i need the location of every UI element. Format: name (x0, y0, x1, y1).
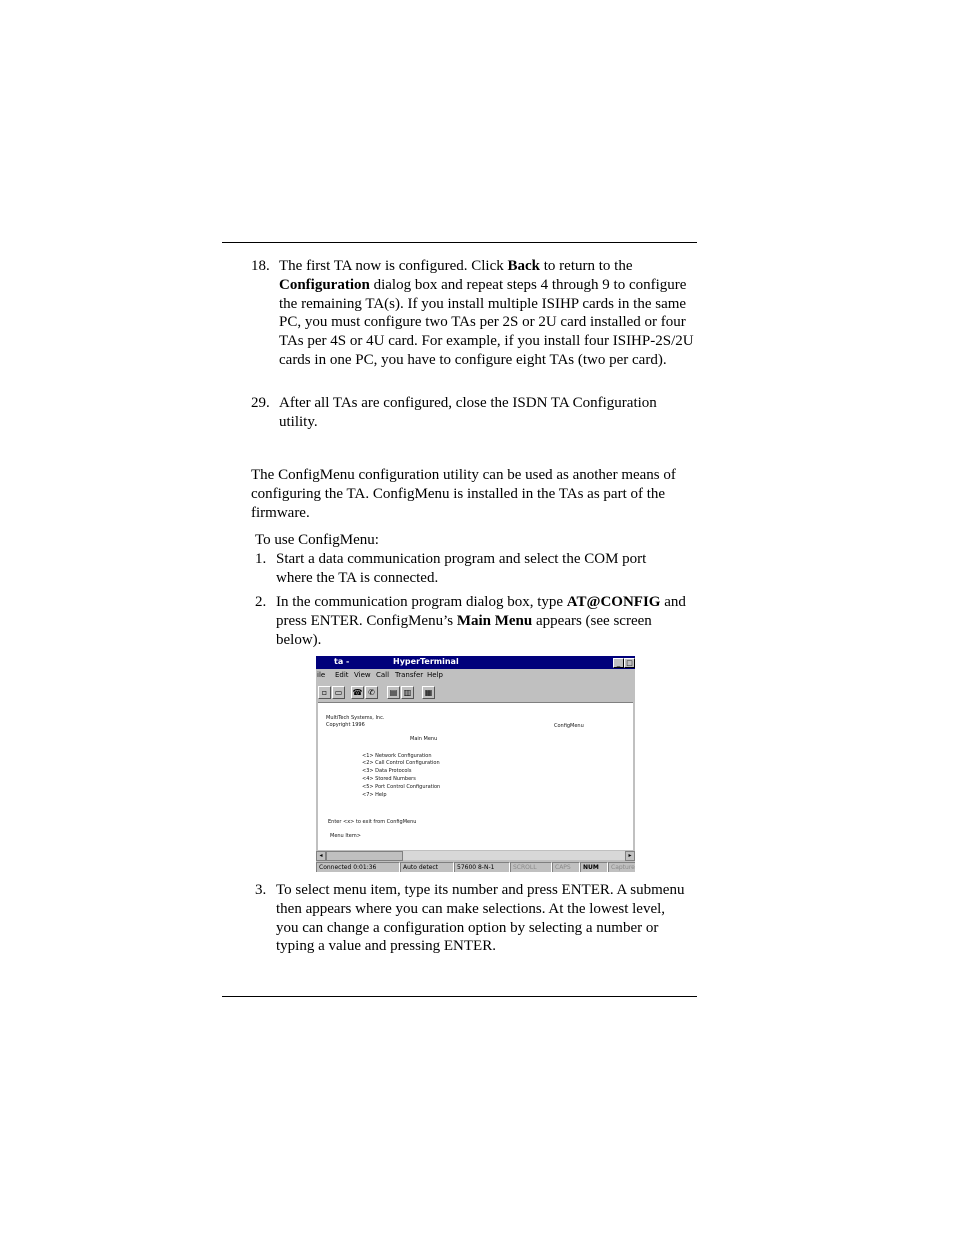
new-icon[interactable]: ▫ (318, 686, 331, 699)
configmenu-label: ConfigMenu (554, 723, 584, 729)
terminal-screen[interactable] (318, 702, 633, 850)
menu-edit[interactable]: Edit (335, 671, 349, 679)
maximize-icon[interactable]: □ (624, 658, 635, 668)
step-text: In the communication program dialog box, type AT@CONFIG and press ENTER. ConfigMenu’s Main Menu appears (see screen below). (276, 594, 686, 648)
disconnect-icon[interactable]: ✆ (365, 686, 378, 699)
scroll-right-icon[interactable]: ▸ (625, 851, 635, 861)
menu-prompt: Menu Item> (330, 833, 361, 839)
menu-option-1: <1> Network Configuration (362, 753, 432, 759)
status-caps: CAPS (552, 862, 580, 872)
status-bar (316, 861, 635, 872)
intro-paragraph: The ConfigMenu configuration utility can be used as another means of configuring the TA. ConfigMenu is installed in the TAs as part of the firmware. (251, 467, 676, 521)
menu-transfer[interactable]: Transfer (395, 671, 424, 679)
status-baud: 57600 8-N-1 (454, 862, 510, 872)
open-icon[interactable]: ▭ (332, 686, 345, 699)
send-icon[interactable]: ▤ (387, 686, 400, 699)
copyright-line: Copyright 1996 (326, 722, 365, 728)
hyperterminal-window (316, 656, 635, 872)
menu-view[interactable]: View (354, 671, 371, 679)
status-scroll: SCROLL (510, 862, 552, 872)
menu-call[interactable]: Call (376, 671, 390, 679)
horizontal-scrollbar[interactable] (316, 851, 635, 860)
minimize-icon[interactable]: _ (613, 658, 624, 668)
step-number: 3. (255, 882, 267, 898)
main-menu-keyword: Main Menu (456, 612, 533, 629)
at-config-command: AT@CONFIG (566, 594, 661, 610)
step-text: To select menu item, type its number and press ENTER. A submenu then appears where you can make selections. At the lowest level, you can change a configuration option by selecting a number or typing a value and pressing ENTER. (276, 882, 685, 955)
status-connected: Connected 0:01:36 (316, 862, 400, 872)
app-title: HyperTerminal (393, 657, 459, 666)
window-title: ta - (334, 657, 350, 666)
step-number: 1. (255, 551, 267, 567)
configuration-keyword: Configuration (279, 276, 370, 293)
properties-icon[interactable]: ▦ (422, 686, 435, 699)
step-text: Start a data communication program and select the COM port where the TA is connected. (276, 551, 647, 586)
receive-icon[interactable]: ▥ (401, 686, 414, 699)
status-num: NUM (580, 862, 608, 872)
status-detect: Auto detect (400, 862, 454, 872)
to-use-label: To use ConfigMenu: (255, 532, 379, 548)
main-menu-heading: Main Menu (410, 736, 438, 742)
step-text: After all TAs are configured, close the ISDN TA Configuration utility. (279, 395, 657, 430)
step-number: 2. (255, 594, 267, 610)
connect-icon[interactable]: ☎ (352, 688, 363, 697)
step-number: 29. (251, 395, 270, 411)
step-number: 18. (251, 258, 270, 274)
exit-hint: Enter <x> to exit from ConfigMenu (328, 819, 417, 825)
bottom-rule (222, 996, 697, 997)
company-line: MultiTech Systems, Inc. (326, 715, 385, 721)
step-text: The first TA now is configured. Click Back to return to the Configuration dialog box and repeat steps 4 through 9 to configure the remaining TA(s). If you install multiple ISIHP cards in the same PC, you must configure two TAs per 2S or 2U card installed or four TAs per 4S or 4U card. For example, if you install four ISIHP-2S/2U cards in one PC, you have to configure eight TAs (two per card). (279, 258, 694, 368)
menu-option-2: <2> Call Control Configuration (362, 760, 440, 766)
toolbar (316, 683, 635, 701)
scroll-left-icon[interactable]: ◂ (316, 851, 326, 861)
menu-option-3: <3> Data Protocols (362, 768, 412, 774)
top-rule (222, 242, 697, 243)
menu-help[interactable]: Help (427, 671, 443, 679)
status-capture: Capture (608, 862, 635, 872)
scroll-thumb[interactable] (326, 851, 403, 861)
menu-option-7: <7> Help (362, 792, 387, 798)
back-keyword: Back (507, 258, 541, 274)
menu-option-5: <5> Port Control Configuration (362, 784, 441, 790)
title-bar (316, 656, 635, 669)
menu-option-4: <4> Stored Numbers (362, 776, 416, 782)
menu-file[interactable]: ile (317, 671, 326, 679)
